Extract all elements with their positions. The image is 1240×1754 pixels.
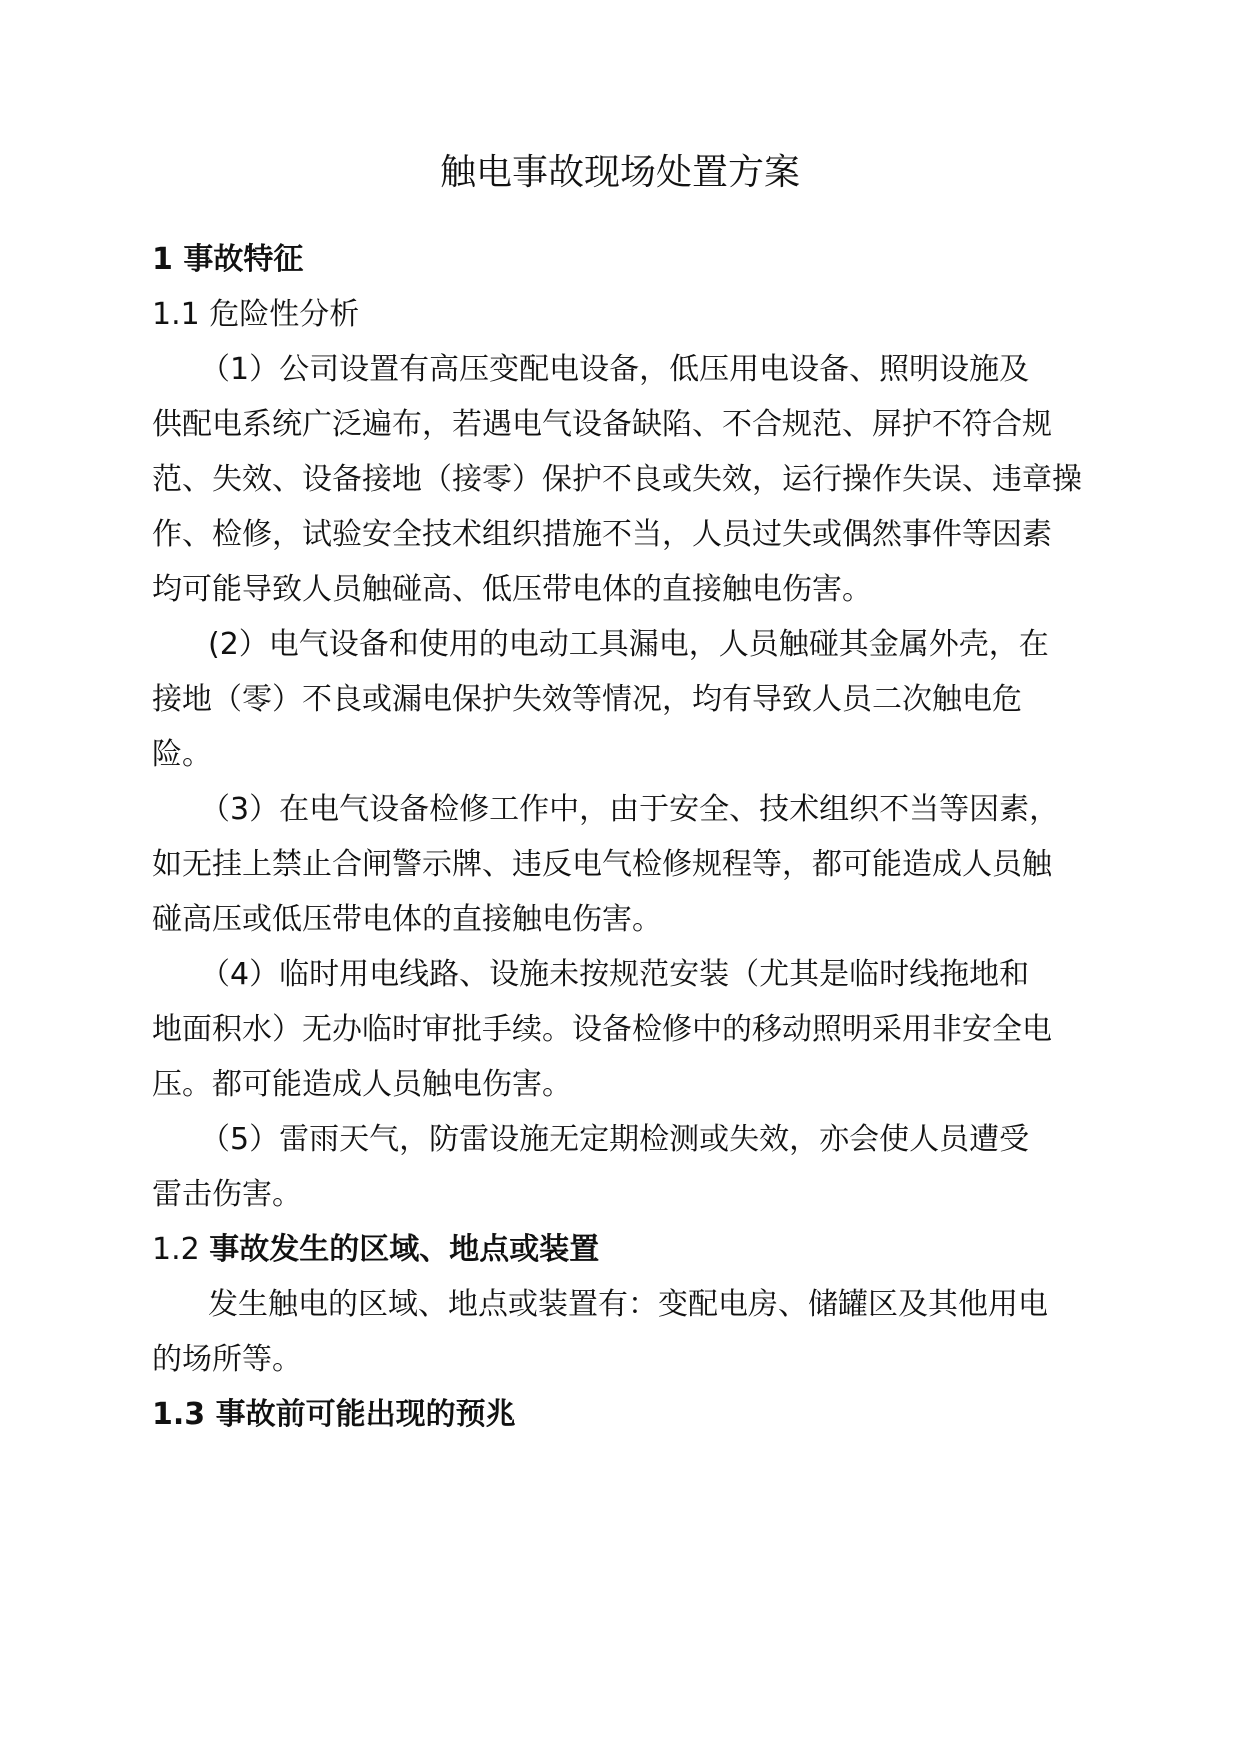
para-2-line-2: 接地（零）不良或漏电保护失效等情况，均有导致人员二次触电危 (152, 682, 1022, 717)
section-1-2-title: 事故发生的区域、地点或装置 (209, 1232, 600, 1267)
para-6-line-2: 的场所等。 (152, 1342, 302, 1377)
para-4-line-2: 地面积水）无办临时审批手续。设备检修中的移动照明采用非安全电 (152, 1012, 1052, 1047)
para-1-line-1: （1）公司设置有高压变配电设备，低压用电设备、照明设施及 (200, 352, 1030, 387)
para-5-line-1: （5）雷雨天气，防雷设施无定期检测或失效，亦会使人员遭受 (200, 1122, 1030, 1157)
section-1-2-number: 1.2 (152, 1232, 200, 1267)
para-2-line-3: 险。 (152, 737, 212, 772)
para-6-line-1: 发生触电的区域、地点或装置有：变配电房、储罐区及其他用电 (208, 1287, 1048, 1322)
para-1-line-3: 范、失效、设备接地（接零）保护不良或失效，运行操作失误、违章操 (152, 462, 1082, 497)
para-1-line-2: 供配电系统广泛遍布，若遇电气设备缺陷、不合规范、屏护不符合规 (152, 407, 1052, 442)
para-4-line-3: 压。都可能造成人员触电伤害。 (152, 1067, 572, 1102)
para-3-line-2: 如无挂上禁止合闸警示牌、违反电气检修规程等，都可能造成人员触 (152, 847, 1052, 882)
para-1-line-5: 均可能导致人员触碰高、低压带电体的直接触电伤害。 (152, 572, 872, 607)
para-1-line-4: 作、检修，试验安全技术组织措施不当，人员过失或偶然事件等因素 (152, 517, 1052, 552)
para-3-line-3: 碰高压或低压带电体的直接触电伤害。 (152, 902, 662, 937)
para-5-line-2: 雷击伤害。 (152, 1177, 302, 1212)
section-1-heading: 1 事故特征 (152, 242, 304, 277)
section-1-2-heading (152, 1228, 599, 1272)
para-4-line-1: （4）临时用电线路、设施未按规范安装（尤其是临时线拖地和 (200, 957, 1030, 992)
section-1-1-heading: 1.1 危险性分析 (152, 297, 360, 332)
document-title: 触电事故现场处置方案 (439, 152, 800, 193)
para-3-line-1: （3）在电气设备检修工作中，由于安全、技术组织不当等因素， (200, 792, 1060, 827)
para-2-line-1: (2）电气设备和使用的电动工具漏电，人员触碰其金属外壳，在 (208, 627, 1049, 662)
section-1-3-heading: 1.3 事故前可能出现的预兆 (152, 1397, 516, 1432)
